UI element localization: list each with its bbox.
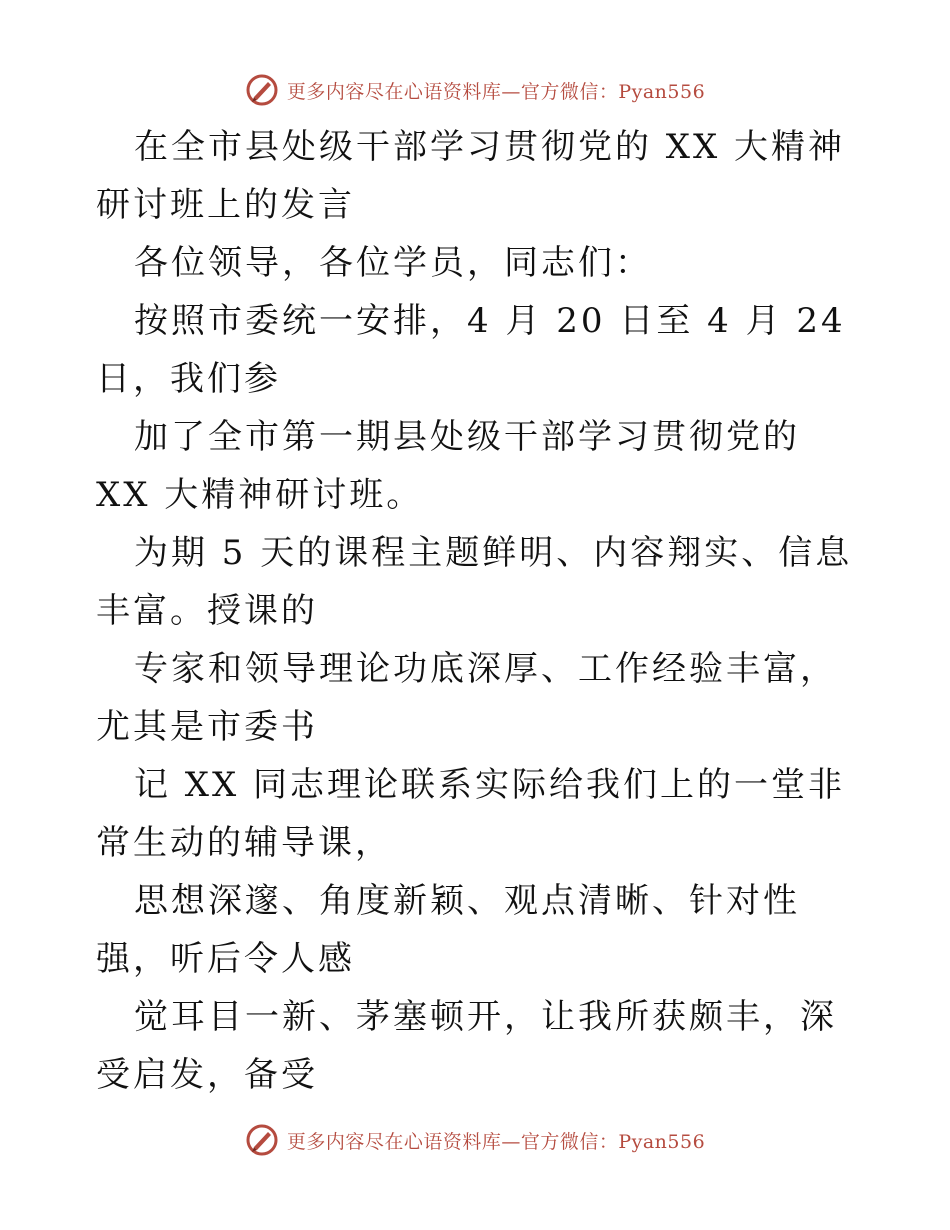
body-paragraph: 按照市委统一安排，4 月 20 日至 4 月 24 日，我们参: [96, 301, 846, 399]
body-paragraph: 觉耳目一新、茅塞顿开，让我所获颇丰，深受启发，备受: [96, 997, 837, 1095]
pen-logo-icon: [245, 73, 279, 107]
header-watermark: [0, 70, 950, 110]
body-paragraph: 专家和领导理论功底深厚、工作经验丰富，尤其是市委书: [96, 649, 837, 747]
body-paragraph: 记 XX 同志理论联系实际给我们上的一堂非常生动的辅导课，: [96, 765, 846, 863]
footer-watermark-text: 更多内容尽在心语资料库—官方微信：Pyan556: [286, 1130, 706, 1153]
footer-watermark: [0, 1120, 950, 1160]
pen-logo-icon: [245, 1123, 279, 1157]
document-title: 在全市县处级干部学习贯彻党的 XX 大精神研讨班上的发言: [96, 127, 846, 225]
body-paragraph: 为期 5 天的课程主题鲜明、内容翔实、信息丰富。授课的: [96, 533, 853, 631]
body-paragraph: 加了全市第一期县处级干部学习贯彻党的 XX 大精神研讨班。: [96, 417, 800, 515]
header-watermark-text: 更多内容尽在心语资料库—官方微信：Pyan556: [286, 80, 706, 103]
document-body: [96, 118, 856, 1104]
salutation: 各位领导，各位学员，同志们：: [134, 243, 652, 283]
body-paragraph: 思想深邃、角度新颖、观点清晰、针对性强，听后令人感: [96, 881, 800, 979]
